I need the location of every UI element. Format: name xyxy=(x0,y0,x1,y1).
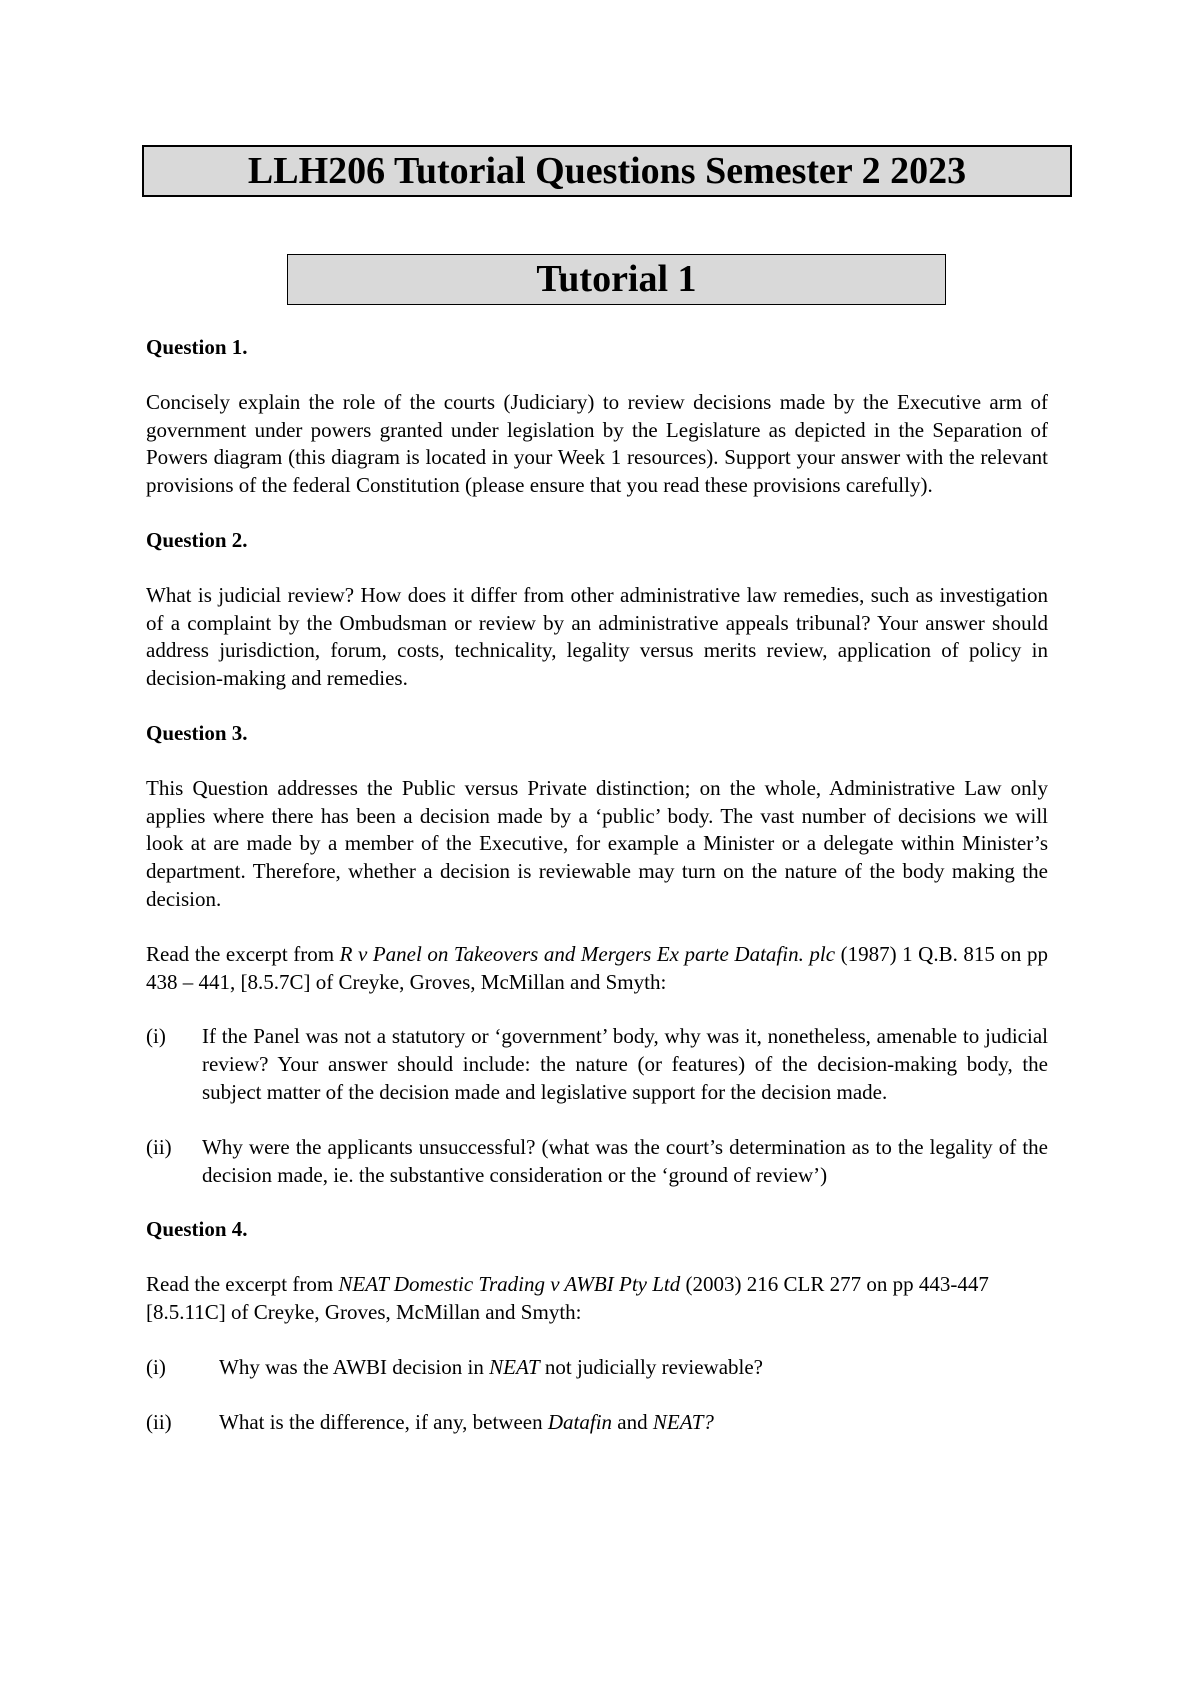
question-4-heading: Question 4. xyxy=(146,1217,248,1242)
reading-prefix: Read the excerpt from xyxy=(146,941,340,966)
item-number: (i) xyxy=(146,1354,166,1379)
reading-prefix: Read the excerpt from xyxy=(146,1272,339,1297)
question-1-heading: Question 1. xyxy=(146,335,248,359)
document-content xyxy=(146,334,1048,1463)
question-4-reading xyxy=(146,1271,1048,1327)
item-text-end: not judicially reviewable? xyxy=(539,1354,764,1379)
question-3-item-i xyxy=(146,1023,1048,1106)
item-text xyxy=(219,1354,1048,1382)
question-3-reading xyxy=(146,941,1048,997)
case-name: R v Panel on Takeovers and Mergers Ex parte Datafin. plc xyxy=(339,941,836,966)
case-short-name: NEAT? xyxy=(652,1409,714,1434)
tutorial-heading: Tutorial 1 xyxy=(287,254,946,305)
document-title: LLH206 Tutorial Questions Semester 2 2023 xyxy=(142,145,1072,197)
item-number: (ii) xyxy=(146,1409,172,1434)
item-text-start: What is the difference, if any, between xyxy=(219,1409,548,1434)
question-4-item-ii xyxy=(146,1409,1048,1437)
item-number: (i) xyxy=(146,1024,166,1049)
question-2-body: What is judicial review? How does it differ from other administrative law remedies, such as investigation of a complaint by the Ombudsman or review by an administrative appeals tribunal? Your answer should address jurisdiction, forum, costs, technicality, legality versus merits review, application of policy in decision-making and remedies. xyxy=(146,582,1048,691)
item-number: (ii) xyxy=(146,1134,172,1159)
item-text-start: Why was the AWBI decision in xyxy=(219,1354,490,1379)
reading-citation: (2003) 216 CLR 277 on pp 443-447 [8.5.11C] of Creyke, Groves, McMillan and Smyth: xyxy=(146,1272,989,1324)
case-name: NEAT Domestic Trading v AWBI Pty Ltd xyxy=(338,1272,681,1297)
case-short-name: NEAT xyxy=(489,1354,540,1379)
item-text xyxy=(219,1409,1048,1437)
question-3-item-ii xyxy=(146,1134,1048,1190)
question-3-heading: Question 3. xyxy=(146,720,248,745)
item-text-mid: and xyxy=(612,1409,653,1434)
case-short-name: Datafin xyxy=(547,1409,613,1434)
reading-citation: (1987) 1 Q.B. 815 on pp 438 – 441, [8.5.7C] of Creyke, Groves, McMillan and Smyth: xyxy=(146,941,1048,994)
question-1-body: Concisely explain the role of the courts (Judiciary) to review decisions made by the Executive arm of government under powers granted under legislation by the Legislature as depicted in the Separation of Powers diagram (this diagram is located in your Week 1 resources). Support your answer with the relevant provisions of the federal Constitution (please ensure that you read these provisions carefully). xyxy=(146,389,1048,498)
question-3-intro: This Question addresses the Public versus Private distinction; on the whole, Administrative Law only applies where there has been a decision made by a ‘public’ body. The vast number of decisions we will look at are made by a member of the Executive, for example a Minister or a delegate within Minister’s department. Therefore, whether a decision is reviewable may turn on the nature of the body making the decision. xyxy=(146,775,1048,911)
item-text: Why were the applicants unsuccessful? (what was the court’s determination as to the legality of the decision made, ie. the substantive consideration or the ‘ground of review’) xyxy=(202,1134,1048,1187)
question-2-heading: Question 2. xyxy=(146,527,248,552)
item-text: If the Panel was not a statutory or ‘government’ body, why was it, nonetheless, amenable to judicial review? Your answer should include: the nature (or features) of the decision-making body, the subject matter of the decision made and legislative support for the decision made. xyxy=(202,1024,1048,1104)
question-4-item-i xyxy=(146,1354,1048,1382)
